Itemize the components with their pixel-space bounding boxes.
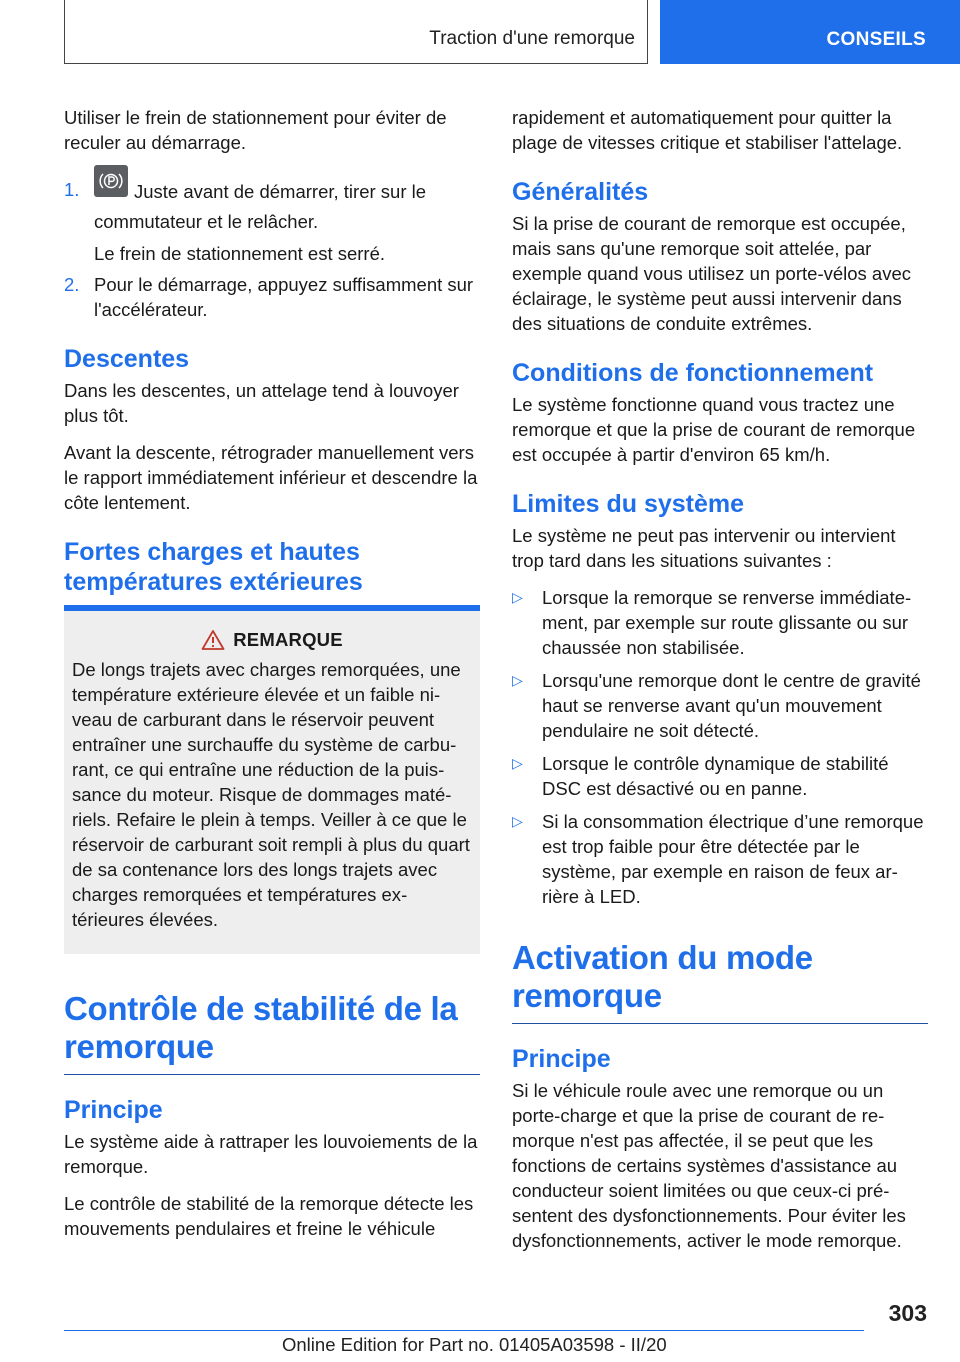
section-title-fortes-charges: Fortes charges et hautes températures extérieures [64, 538, 363, 596]
warning-label: REMARQUE [233, 629, 343, 650]
header-chapter-tab[interactable] [660, 0, 960, 64]
descentes-paragraph-1: Dans les descentes, un attelage tend à louvoyer plus tôt. [64, 380, 459, 426]
header-chapter-label: CONSEILS [826, 29, 926, 50]
steps-list [64, 177, 480, 322]
chapter-title-stability: Contrôle de stabilité de la remorque [64, 990, 458, 1065]
conditions-paragraph: Le système fonctionne quand vous tractez une remorque et que la prise de courant de remorque est occupée à partir d'environ 65 km/h. [512, 394, 916, 465]
principe-paragraph-2: Le contrôle de stabilité de la remorque détecte les mouvements pendulaires et freine le véhicule [64, 1193, 474, 1239]
chapter-heading-activation [512, 939, 928, 1024]
continued-paragraph: rapidement et automatiquement pour quitter la plage de vitesses critique et stabiliser l'attelage. [512, 107, 903, 153]
header-section-title: Traction d'une remorque [429, 28, 635, 49]
right-column [512, 105, 928, 1265]
section-title-limites: Limites du système [512, 490, 745, 518]
list-item: ▷ Lorsque la remorque se renverse immédiatement, par exemple sur route glissante ou sur chaussée non stabilisée. [512, 587, 912, 658]
left-column [64, 105, 480, 1253]
section-title-conditions: Conditions de fonctionnement [512, 359, 874, 387]
descentes-paragraph-2: Avant la descente, rétrograder manuellement vers le rapport immédiatement inférieur et descendre la côte lentement. [64, 442, 478, 513]
header-section-title-box [64, 0, 648, 64]
warning-triangle-icon [201, 629, 225, 651]
footer-divider [64, 1330, 864, 1331]
parking-brake-icon [94, 165, 128, 197]
step-number: 2. [64, 274, 80, 295]
step-text: Pour le démarrage, appuyez suffisamment sur l'accélérateur. [94, 274, 474, 320]
step-item [64, 177, 480, 266]
section-title-principe: Principe [64, 1096, 163, 1124]
warning-text: De longs trajets avec charges remorquées, une température extérieure élevée et un faible niveau de carburant dans le réservoir peuvent entraîner une surchauffe du système de carburant, ce qui entraîne une réduction de la puissance du moteur. Risque de dommages matériels. Refaire le plein à temps. Veiller à ce que le réservoir de carburant soit rempli à plus du quart de sa contenance lors des longs trajets avec charges remorquées et températures extérieures élevées. [72, 659, 470, 930]
step-number: 1. [64, 179, 80, 200]
limites-paragraph: Le système ne peut pas intervenir ou intervient trop tard dans les situations suivantes : [512, 525, 896, 571]
triangle-bullet-icon: ▷ [512, 589, 523, 605]
list-item: ▷ Lorsqu'une remorque dont le centre de gravité haut se renverse avant qu'un mouvement pendulaire ne soit détecté. [512, 670, 921, 741]
warning-box [64, 605, 480, 954]
chapter-title-activation: Activation du mode remorque [512, 939, 813, 1014]
page-number: 303 [888, 1300, 927, 1326]
chapter-heading-stability [64, 990, 480, 1075]
step-item [64, 272, 480, 322]
intro-paragraph: Utiliser le frein de stationnement pour éviter de reculer au démarrage. [64, 107, 447, 153]
principe-paragraph-1: Le système aide à rattraper les louvoiements de la remorque. [64, 1131, 478, 1177]
list-item: ▷ Si la consommation électrique d’une remorque est trop faible pour être détectée par le système, par exemple en raison de feux arrière à LED. [512, 811, 924, 907]
generalites-paragraph: Si la prise de courant de remorque est occupée, mais sans qu'une remorque soit attelée, par exemple quand vous utilisez un porte-vélos avec éclairage, le système peut aussi intervenir dans des situations de conduite extrêmes. [512, 213, 912, 334]
triangle-bullet-icon: ▷ [512, 813, 523, 829]
warning-header [72, 629, 472, 651]
section-title-descentes: Descentes [64, 345, 190, 373]
principe-right-paragraph: Si le véhicule roule avec une remorque ou un porte-charge et que la prise de courant de remorque n'est pas affectée, il se peut que les fonctions de certains systèmes d'assistance au conducteur soient limitées ou que ceux-ci présentent des dysfonctionnements. Pour éviter les dysfonctionnements, activer le mode remorque. [512, 1080, 906, 1251]
triangle-bullet-icon: ▷ [512, 755, 523, 771]
footer-edition: Online Edition for Part no. 01405A03598 - II/20 [282, 1334, 667, 1355]
triangle-bullet-icon: ▷ [512, 672, 523, 688]
section-title-generalites: Généralités [512, 178, 649, 206]
step-text: Juste avant de démarrer, tirer sur le commutateur et le relâcher. [94, 181, 427, 232]
step-result: Le frein de stationnement est serré. [94, 243, 386, 264]
list-item: ▷ Lorsque le contrôle dynamique de stabilité DSC est désactivé ou en panne. [512, 753, 889, 799]
limites-list [512, 585, 928, 909]
section-title-principe-right: Principe [512, 1045, 611, 1073]
